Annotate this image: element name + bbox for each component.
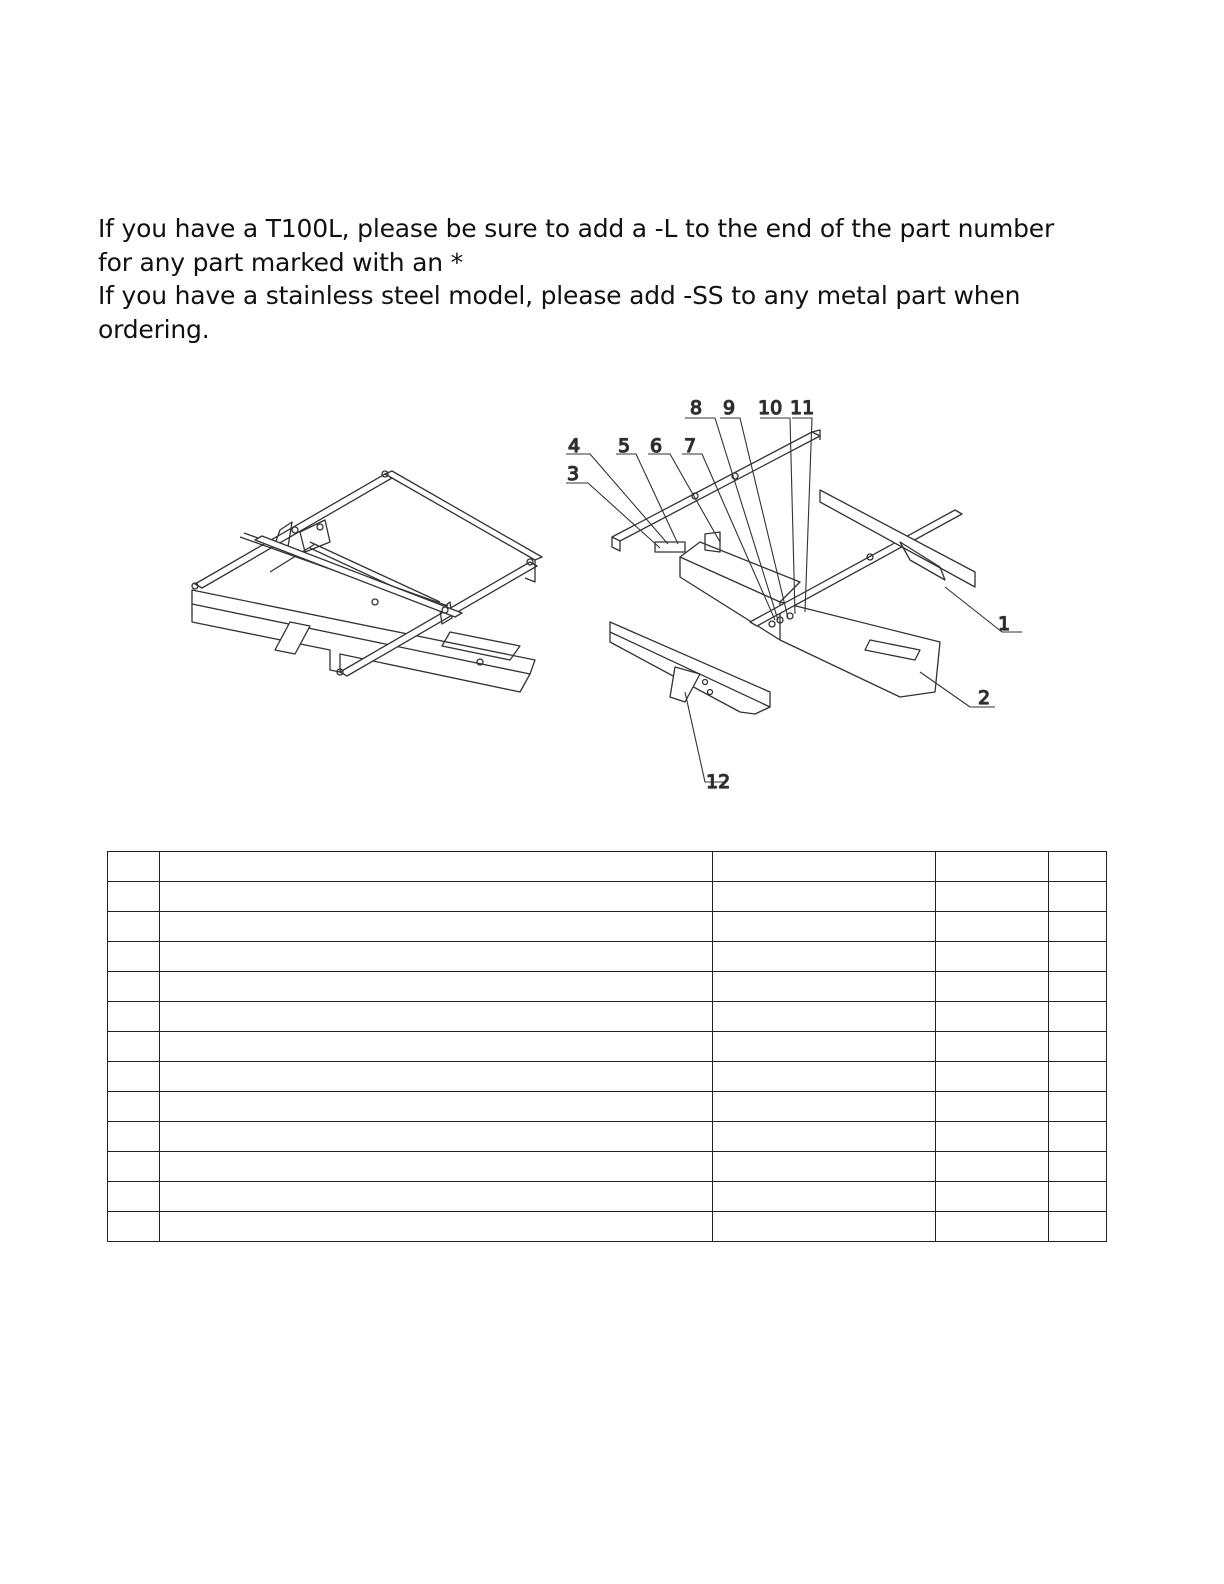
table-row bbox=[108, 882, 1107, 912]
table-row bbox=[108, 1212, 1107, 1242]
table-cell bbox=[108, 1092, 160, 1122]
table-cell bbox=[936, 1152, 1049, 1182]
table-cell bbox=[713, 1062, 936, 1092]
table-row bbox=[108, 1182, 1107, 1212]
table-cell bbox=[1049, 1092, 1107, 1122]
table-cell bbox=[713, 912, 936, 942]
exploded-frame-drawing bbox=[610, 430, 975, 714]
table-cell bbox=[1049, 852, 1107, 882]
intro-text bbox=[98, 212, 1078, 346]
table-cell bbox=[936, 1032, 1049, 1062]
callout-9: 9 bbox=[723, 397, 736, 419]
table-cell bbox=[160, 912, 713, 942]
table-cell bbox=[108, 1122, 160, 1152]
table-cell bbox=[1049, 912, 1107, 942]
table-cell bbox=[160, 972, 713, 1002]
table-row bbox=[108, 1152, 1107, 1182]
table-cell bbox=[936, 882, 1049, 912]
intro-line-4: ordering. bbox=[98, 314, 210, 344]
table-cell bbox=[160, 1032, 713, 1062]
table-cell bbox=[160, 882, 713, 912]
table-cell bbox=[713, 972, 936, 1002]
callout-12: 12 bbox=[706, 771, 731, 793]
table-row bbox=[108, 852, 1107, 882]
callout-8: 8 bbox=[690, 397, 703, 419]
table-cell bbox=[936, 1062, 1049, 1092]
table-cell bbox=[108, 852, 160, 882]
table-row bbox=[108, 1092, 1107, 1122]
intro-line-2: for any part marked with an * bbox=[98, 247, 463, 277]
table-cell bbox=[108, 972, 160, 1002]
table-cell bbox=[160, 1002, 713, 1032]
callout-4: 4 bbox=[568, 435, 581, 457]
table-cell bbox=[713, 1212, 936, 1242]
table-cell bbox=[936, 1002, 1049, 1032]
table-cell bbox=[713, 1122, 936, 1152]
table-cell bbox=[713, 882, 936, 912]
table-cell bbox=[108, 1062, 160, 1092]
callout-1: 1 bbox=[998, 613, 1011, 635]
table-cell bbox=[108, 1152, 160, 1182]
table-cell bbox=[713, 1002, 936, 1032]
table-cell bbox=[713, 942, 936, 972]
table-row bbox=[108, 942, 1107, 972]
parts-table bbox=[107, 851, 1107, 1242]
callout-3: 3 bbox=[567, 463, 580, 485]
table-cell bbox=[160, 1092, 713, 1122]
table-cell bbox=[160, 1212, 713, 1242]
table-cell bbox=[1049, 882, 1107, 912]
table-cell bbox=[1049, 1152, 1107, 1182]
assembled-frame-drawing bbox=[192, 471, 542, 692]
table-cell bbox=[713, 1182, 936, 1212]
table-cell bbox=[160, 1062, 713, 1092]
table-row bbox=[108, 1002, 1107, 1032]
callout-labels bbox=[567, 397, 1010, 793]
table-cell bbox=[1049, 1032, 1107, 1062]
table-cell bbox=[936, 942, 1049, 972]
table-cell bbox=[1049, 1062, 1107, 1092]
table-cell bbox=[936, 1182, 1049, 1212]
table-cell bbox=[160, 1122, 713, 1152]
table-row bbox=[108, 912, 1107, 942]
exploded-frame-diagram bbox=[180, 392, 1040, 802]
intro-line-3: If you have a stainless steel model, please add -SS to any metal part when bbox=[98, 281, 1021, 310]
table-cell bbox=[936, 1122, 1049, 1152]
callout-10: 10 bbox=[758, 397, 783, 419]
callout-6: 6 bbox=[650, 435, 663, 457]
table-row bbox=[108, 1032, 1107, 1062]
table-cell bbox=[1049, 1212, 1107, 1242]
table-row bbox=[108, 972, 1107, 1002]
table-cell bbox=[108, 882, 160, 912]
callout-5: 5 bbox=[618, 435, 631, 457]
callout-2: 2 bbox=[978, 687, 991, 709]
table-cell bbox=[936, 1092, 1049, 1122]
table-row bbox=[108, 1062, 1107, 1092]
table-cell bbox=[936, 912, 1049, 942]
parts-table-body bbox=[108, 852, 1107, 1242]
table-cell bbox=[936, 852, 1049, 882]
table-cell bbox=[160, 1152, 713, 1182]
table-cell bbox=[160, 942, 713, 972]
table-cell bbox=[713, 1032, 936, 1062]
table-cell bbox=[936, 1212, 1049, 1242]
table-row bbox=[108, 1122, 1107, 1152]
table-cell bbox=[1049, 942, 1107, 972]
table-cell bbox=[1049, 1182, 1107, 1212]
table-cell bbox=[108, 1182, 160, 1212]
table-cell bbox=[713, 1152, 936, 1182]
table-cell bbox=[160, 852, 713, 882]
table-cell bbox=[936, 972, 1049, 1002]
table-cell bbox=[160, 1182, 713, 1212]
table-cell bbox=[108, 1212, 160, 1242]
table-cell bbox=[108, 912, 160, 942]
table-cell bbox=[713, 1092, 936, 1122]
callout-11: 11 bbox=[790, 397, 815, 419]
table-cell bbox=[108, 1002, 160, 1032]
callout-7: 7 bbox=[684, 435, 697, 457]
table-cell bbox=[713, 852, 936, 882]
table-cell bbox=[1049, 972, 1107, 1002]
intro-line-1: If you have a T100L, please be sure to add a -L to the end of the part number bbox=[98, 214, 1055, 243]
table-cell bbox=[1049, 1122, 1107, 1152]
table-cell bbox=[108, 1032, 160, 1062]
table-cell bbox=[1049, 1002, 1107, 1032]
table-cell bbox=[108, 942, 160, 972]
